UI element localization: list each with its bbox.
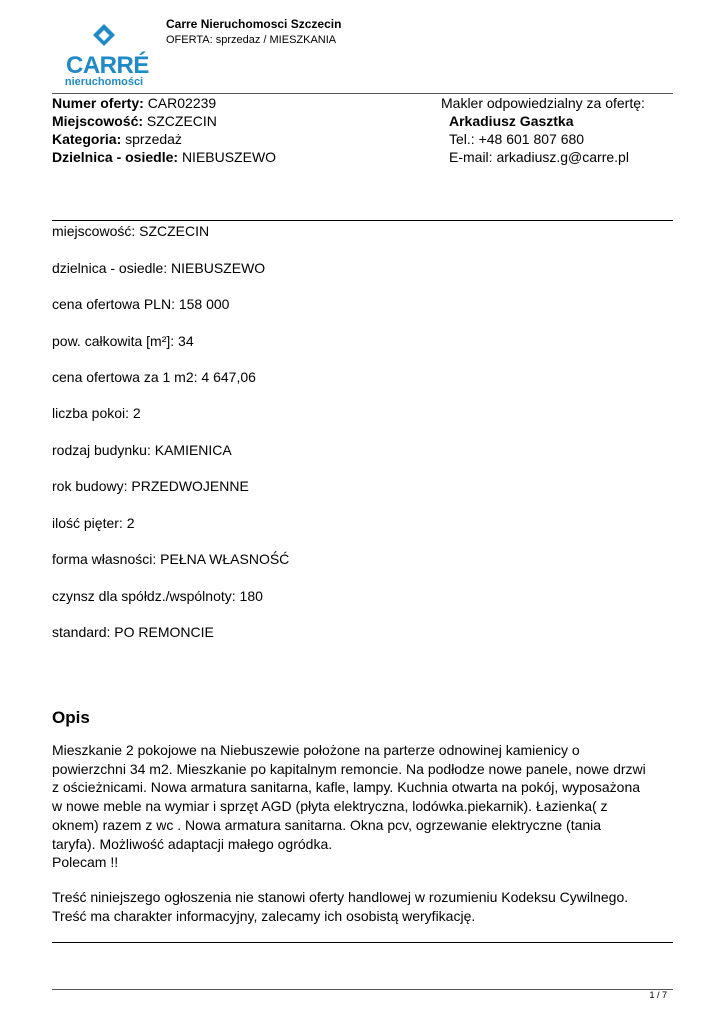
agent-name: Arkadiusz Gasztka [449,113,574,129]
offer-number-value: CAR02239 [147,95,217,111]
attribute-item: pow. całkowita [m²]: 34 [52,333,194,349]
city-row [52,113,217,129]
footer-divider [52,989,673,990]
page-number: 1 / 7 [649,990,667,1000]
city-label: Miejscowość: [52,113,144,129]
logo-subtitle: nieruchomości [64,76,144,88]
attribute-item: cena ofertowa za 1 m2: 4 647,06 [52,369,256,385]
diamond-logo-icon [90,22,118,50]
category-value: sprzedaż [125,131,182,147]
category-label: Kategoria: [52,131,122,147]
agent-heading: Makler odpowiedzialny za ofertę: [441,95,645,111]
logo-wordmark: CARRÉ [66,52,149,79]
offer-number-label: Numer oferty: [52,95,144,111]
attribute-item: ilość pięter: 2 [52,515,135,531]
district-row [52,149,276,165]
attribute-item: czynsz dla spółdz./wspólnoty: 180 [52,588,263,604]
offer-number-row [52,95,216,111]
document-title: Carre Nieruchomosci Szczecin [166,17,342,31]
attribute-item: dzielnica - osiedle: NIEBUSZEWO [52,260,266,276]
attribute-item: miejscowość: SZCZECIN [52,223,210,239]
category-row [52,131,182,147]
city-value: SZCZECIN [146,113,217,129]
agent-email[interactable]: E-mail: arkadiusz.g@carre.pl [449,149,629,165]
header-divider [52,93,673,94]
agent-phone[interactable]: Tel.: +48 601 807 680 [449,131,585,147]
district-label: Dzielnica - osiedle: [52,149,179,165]
district-value: NIEBUSZEWO [181,149,277,165]
description-heading: Opis [52,708,90,727]
disclaimer-text: Treść niniejszego ogłoszenia nie stanowi oferty handlowej w rozumieniu Kodeksu Cywilnego. Treść ma charakter informacyjny, zalecamy ich osobistą weryfikację. [52,889,629,924]
attribute-item: liczba pokoi: 2 [52,405,141,421]
carre-logo [64,22,149,90]
attribute-item: rodzaj budynku: KAMIENICA [52,442,232,458]
attribute-item: cena ofertowa PLN: 158 000 [52,296,230,312]
summary-divider [52,220,673,221]
attribute-item: standard: PO REMONCIE [52,624,214,640]
attribute-item: forma własności: PEŁNA WŁASNOŚĆ [52,551,290,567]
attribute-item: rok budowy: PRZEDWOJENNE [52,478,249,494]
description-divider [52,942,673,943]
document-subtitle: OFERTA: sprzedaz / MIESZKANIA [166,34,337,46]
description-text: Mieszkanie 2 pokojowe na Niebuszewie położone na parterze odnowinej kamienicy o powierzchni 34 m2. Mieszkanie po kapitalnym remoncie. Na podłodze nowe panele, nowe drzwi z ościeżnicami. Nowa armatura sanitarna, kafle, lampy. Kuchnia otwarta na pokój, wyposażona w nowe meble na wymiar i sprzęt AGD (płyta elektryczna, lodówka.piekarnik). Łazienka( z oknem) razem z wc . Nowa armatura sanitarna. Okna pcv, ogrzewanie elektryczne (tania taryfa). Możliwość adaptacji małego ogródka. Polecam !! [52,742,646,871]
